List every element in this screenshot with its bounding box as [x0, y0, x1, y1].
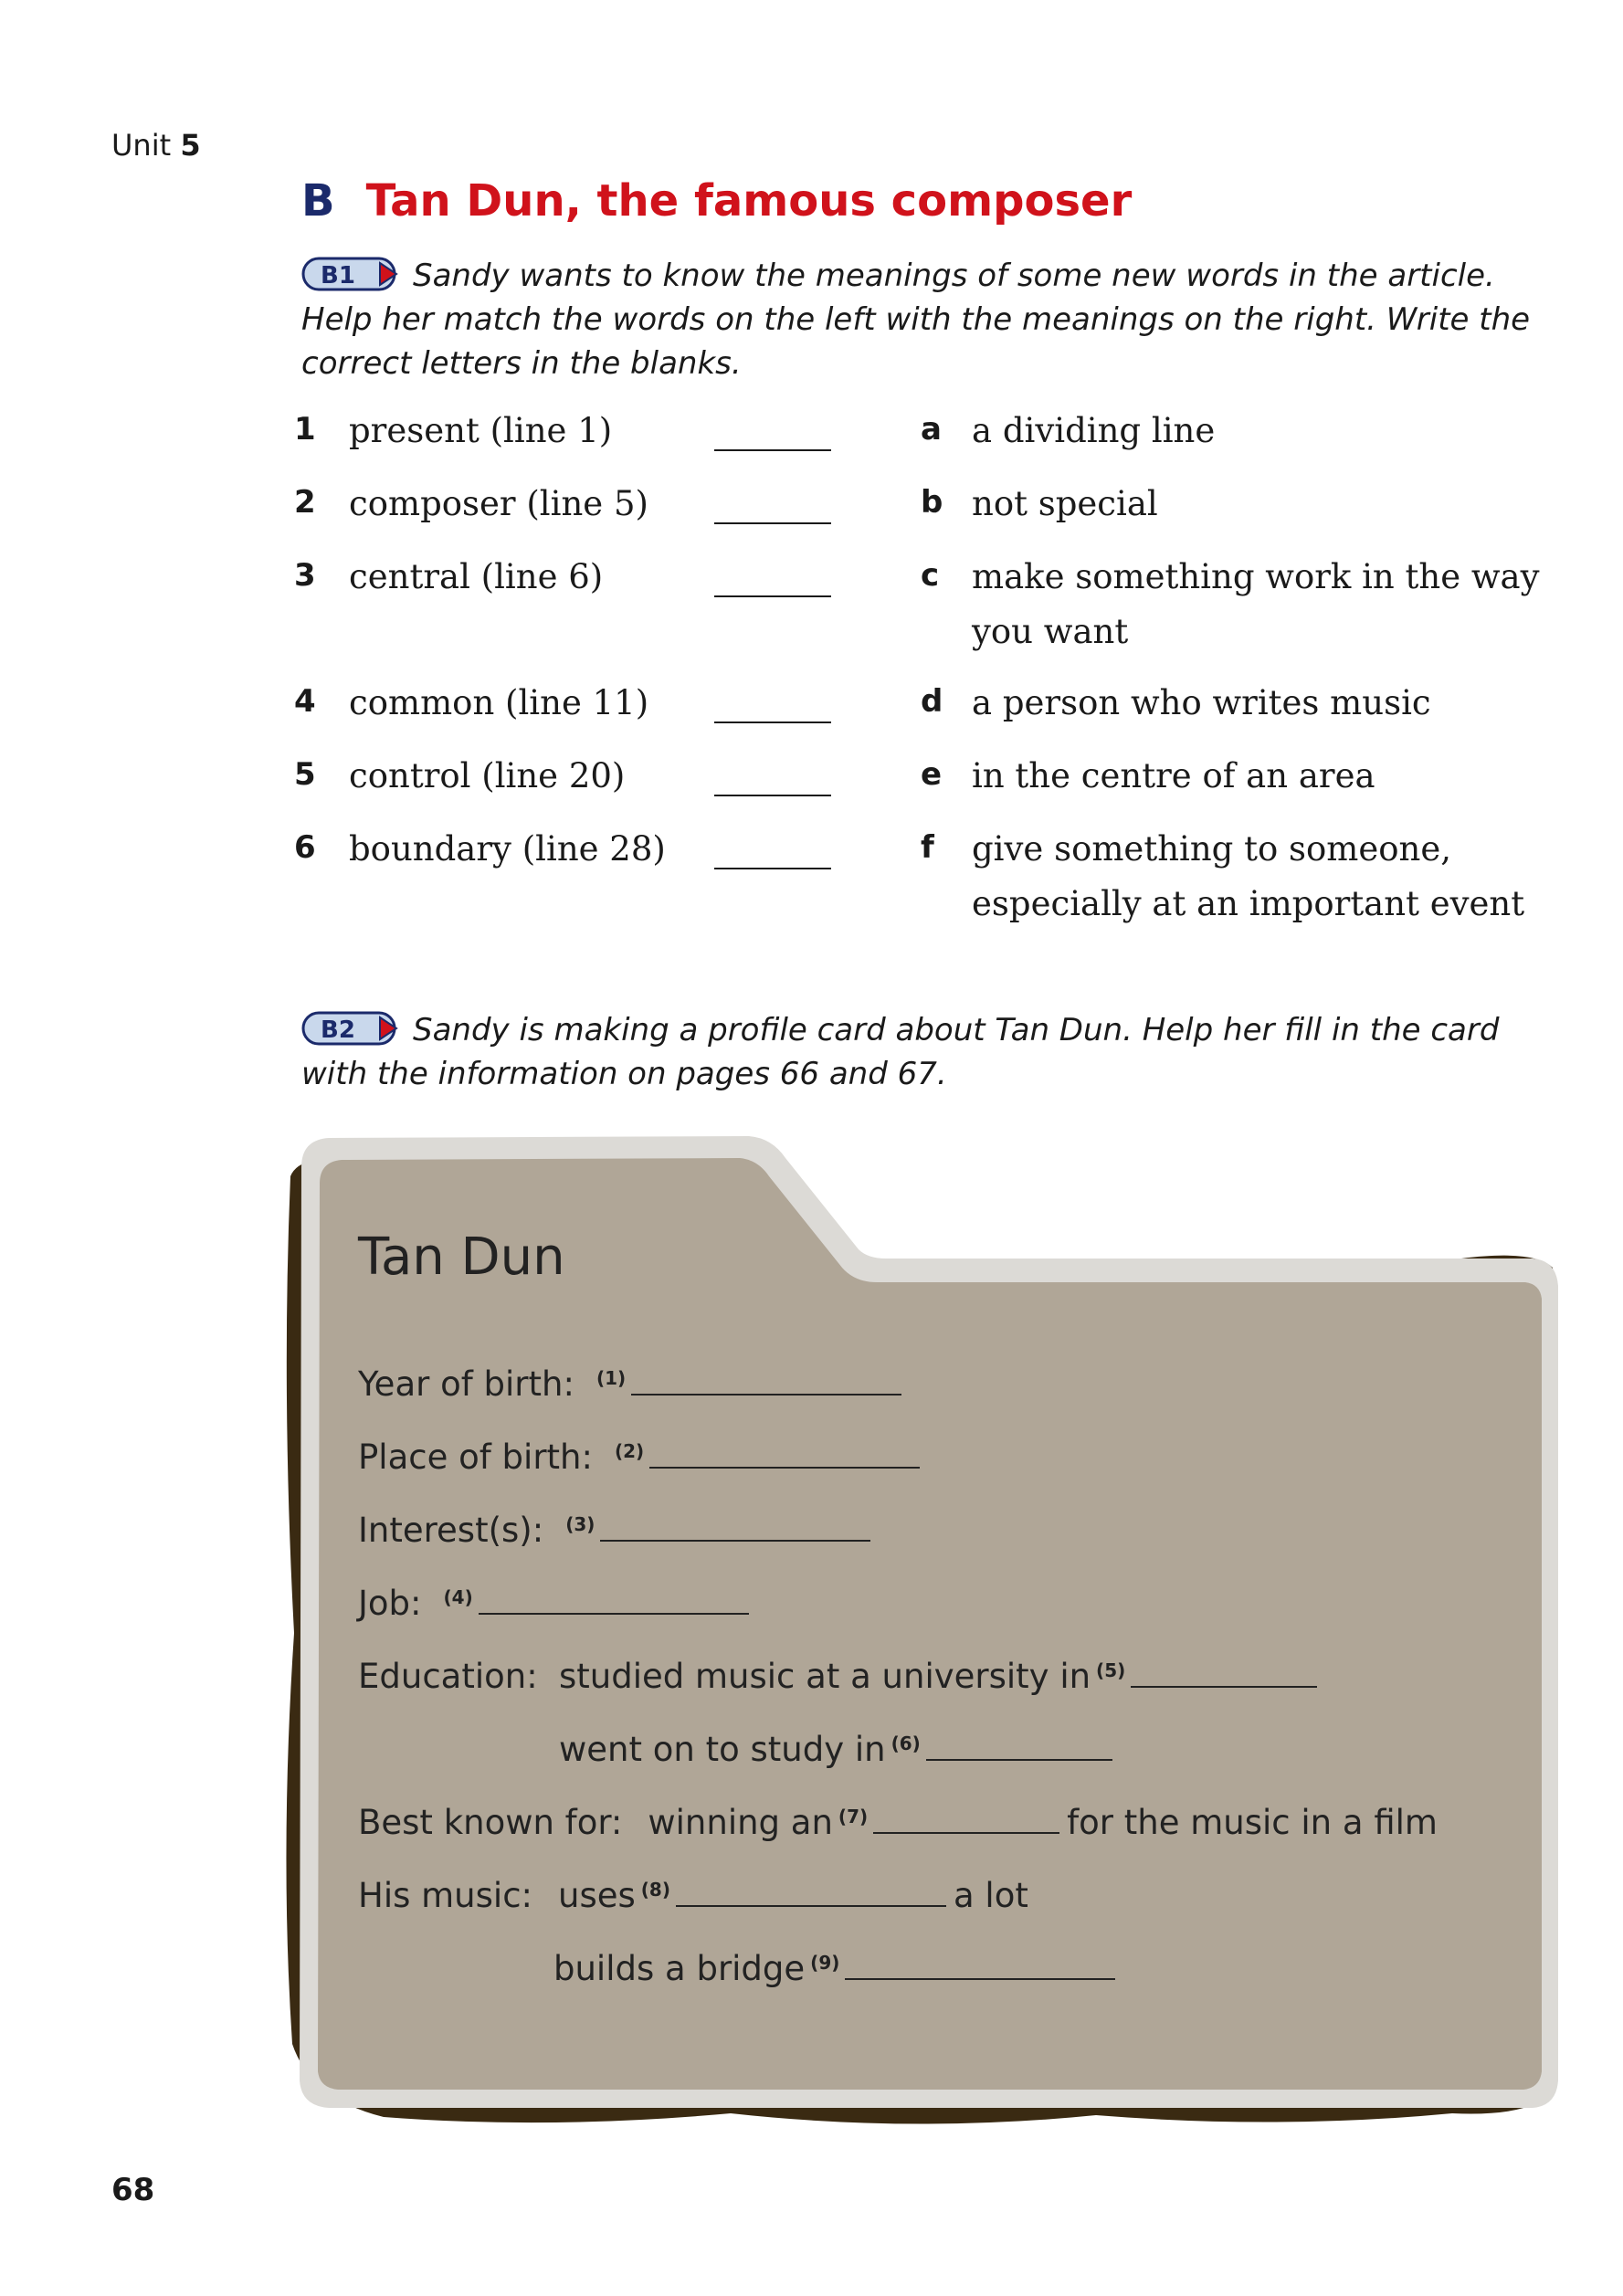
- blank-number: (1): [595, 1367, 627, 1389]
- card-row-job: [358, 1584, 749, 1623]
- fill-line[interactable]: [873, 1831, 1059, 1834]
- b2-badge: [301, 1010, 402, 1047]
- blank-number: (3): [565, 1513, 595, 1535]
- profile-card: [274, 1122, 1562, 2137]
- meaning-text: make something work in the way you want: [972, 557, 1540, 651]
- item-word: boundary (line 28): [349, 829, 666, 869]
- card-row-place: [358, 1438, 920, 1477]
- meaning-text: a person who writes music: [972, 683, 1431, 722]
- interest-label: Interest(s):: [358, 1511, 544, 1550]
- meaning-text: a dividing line: [972, 411, 1216, 450]
- item-number: 5: [294, 756, 316, 793]
- b1-instruction-block: [301, 254, 1544, 385]
- education-text-1: studied music at a university in: [559, 1657, 1091, 1696]
- meaning-letter: a: [921, 411, 942, 448]
- answer-blank[interactable]: [714, 795, 831, 796]
- item-number: 3: [294, 557, 316, 594]
- meaning-letter: d: [921, 683, 943, 720]
- item-number: 6: [294, 829, 316, 866]
- fill-line[interactable]: [926, 1758, 1112, 1761]
- year-label: Year of birth:: [358, 1364, 574, 1404]
- music-text-1: uses: [558, 1876, 636, 1915]
- card-row-interests: [358, 1511, 870, 1550]
- b1-instruction: Sandy wants to know the meanings of some new words in the article. Help her match the words on the left with the meanings on the right. Write the correct letters in the blanks.: [301, 258, 1531, 382]
- fill-line[interactable]: [479, 1612, 749, 1615]
- meaning-letter: e: [921, 756, 943, 793]
- item-word: composer (line 5): [349, 484, 648, 523]
- card-row-education: [358, 1657, 538, 1696]
- fill-line[interactable]: [1131, 1685, 1317, 1688]
- unit-word: Unit: [111, 128, 172, 163]
- card-row-year: [358, 1364, 901, 1404]
- best-known-suffix: for the music in a film: [1067, 1803, 1438, 1842]
- meaning-text: not special: [972, 484, 1158, 523]
- answer-blank[interactable]: [714, 595, 831, 597]
- answer-blank[interactable]: [714, 868, 831, 869]
- b1-badge: [301, 256, 402, 292]
- card-title: Tan Dun: [358, 1227, 565, 1287]
- blank-number: (4): [443, 1586, 473, 1608]
- job-label: Job:: [358, 1584, 422, 1623]
- section-title: Tan Dun, the famous composer: [365, 175, 1133, 226]
- card-row-music: [358, 1876, 1028, 1915]
- meaning-letter: f: [921, 829, 934, 866]
- card-row-education-2: [559, 1730, 1112, 1769]
- card-row-education-1: [559, 1657, 1317, 1696]
- item-word: central (line 6): [349, 557, 604, 596]
- item-number: 1: [294, 411, 316, 448]
- blank-number: (6): [891, 1733, 921, 1754]
- item-number: 4: [294, 683, 316, 720]
- education-label: Education:: [358, 1657, 538, 1696]
- music-text-2: builds a bridge: [553, 1949, 806, 1988]
- unit-label: [111, 128, 201, 163]
- fill-line[interactable]: [845, 1977, 1115, 1980]
- card-row-music-2: [553, 1949, 1115, 1988]
- blank-number: (9): [810, 1952, 840, 1974]
- section-letter: B: [301, 175, 335, 226]
- music-label: His music:: [358, 1876, 532, 1915]
- item-number: 2: [294, 484, 316, 521]
- fill-line[interactable]: [649, 1466, 920, 1469]
- item-word: control (line 20): [349, 756, 626, 795]
- place-label: Place of birth:: [358, 1438, 593, 1477]
- meaning-letter: c: [921, 557, 940, 594]
- b2-instruction: Sandy is making a profile card about Tan Dun. Help her fill in the card with the information on pages 66 and 67.: [301, 1012, 1500, 1092]
- best-known-text: winning an: [648, 1803, 833, 1842]
- blank-number: (5): [1096, 1659, 1126, 1681]
- item-word: common (line 11): [349, 683, 649, 722]
- fill-line[interactable]: [676, 1904, 946, 1907]
- unit-number: 5: [180, 128, 201, 163]
- music-suffix: a lot: [953, 1876, 1028, 1915]
- page-number: 68: [111, 2172, 155, 2208]
- b2-instruction-block: [301, 1008, 1544, 1096]
- section-heading: [301, 175, 1132, 226]
- b1-badge-text: B1: [321, 261, 355, 290]
- item-word: present (line 1): [349, 411, 613, 450]
- fill-line[interactable]: [631, 1393, 901, 1396]
- education-text-2: went on to study in: [559, 1730, 886, 1769]
- blank-number: (8): [640, 1879, 670, 1901]
- fill-line[interactable]: [600, 1539, 870, 1542]
- answer-blank[interactable]: [714, 522, 831, 524]
- meaning-text: give something to someone, especially at an important event: [972, 829, 1525, 923]
- card-row-best-known: [358, 1803, 1438, 1842]
- best-known-label: Best known for:: [358, 1803, 623, 1842]
- answer-blank[interactable]: [714, 721, 831, 723]
- answer-blank[interactable]: [714, 449, 831, 451]
- blank-number: (7): [838, 1806, 869, 1827]
- b2-badge-text: B2: [321, 1016, 355, 1044]
- meaning-text: in the centre of an area: [972, 756, 1375, 795]
- blank-number: (2): [614, 1440, 645, 1462]
- meaning-letter: b: [921, 484, 943, 521]
